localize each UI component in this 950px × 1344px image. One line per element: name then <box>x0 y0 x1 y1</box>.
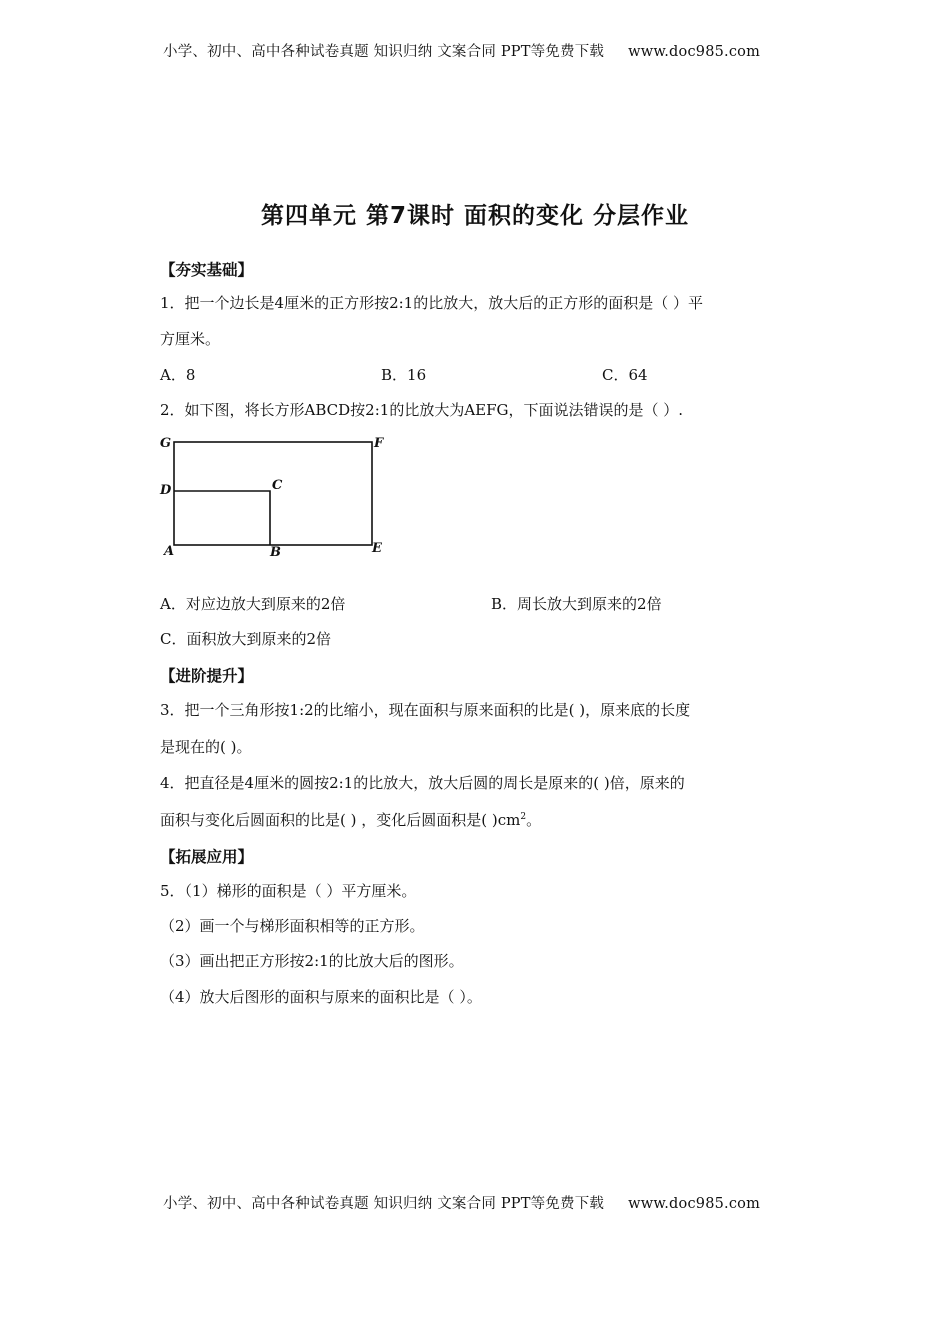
q3-text-line1: 3．把一个三角形按1:2的比缩小，现在面积与原来面积的比是( )，原来底的长度 <box>160 701 691 719</box>
q4-superscript: 2 <box>520 812 527 822</box>
label-d: D <box>160 483 172 498</box>
q4-line2-main: 面积与变化后圆面积的比是( ) ，变化后圆面积是( )cm <box>160 811 521 829</box>
page-header <box>163 40 760 61</box>
page-title: 第四单元 第7课时 面积的变化 分层作业 <box>260 203 690 229</box>
header-text: 小学、初中、高中各种试卷真题 知识归纳 文案合同 PPT等免费下载 <box>163 44 605 60</box>
q5-line-4: （4）放大后图形的面积与原来的面积比是（ ）。 <box>160 988 482 1006</box>
q2-text: 2．如下图，将长方形ABCD按2:1的比放大为AEFG，下面说法错误的是（ ）. <box>160 401 684 419</box>
footer-text: 小学、初中、高中各种试卷真题 知识归纳 文案合同 PPT等免费下载 <box>163 1196 605 1212</box>
label-g: G <box>160 436 172 451</box>
label-b: B <box>270 545 281 560</box>
q5-line-2: （2）画一个与梯形面积相等的正方形。 <box>160 917 425 935</box>
q4-text-line2 <box>160 809 541 830</box>
footer-site-link[interactable]: www.doc985.com <box>628 1196 761 1212</box>
rectangle-aefg <box>174 442 372 545</box>
section-basic-heading: 【夯实基础】 <box>160 260 254 279</box>
q2-option-a: A．对应边放大到原来的2倍 <box>160 595 346 613</box>
section-extended-heading: 【拓展应用】 <box>160 847 254 866</box>
q4-line2-end: 。 <box>526 811 542 829</box>
q5-line-1: 5．（1）梯形的面积是（ ）平方厘米。 <box>160 882 417 900</box>
q1-text-line1: 1．把一个边长是4厘米的正方形按2:1的比放大，放大后的正方形的面积是（ ）平 <box>160 294 703 312</box>
q4-text-line1: 4．把直径是4厘米的圆按2:1的比放大，放大后圆的周长是原来的( )倍，原来的 <box>160 774 685 792</box>
rectangle-figure <box>158 428 398 563</box>
q2-option-c: C．面积放大到原来的2倍 <box>160 630 332 648</box>
label-f: F <box>374 436 384 451</box>
page-footer <box>163 1192 760 1213</box>
q1-option-b: B．16 <box>381 366 427 384</box>
section-advanced-heading: 【进阶提升】 <box>160 666 254 685</box>
q5-line-3: （3）画出把正方形按2:1的比放大后的图形。 <box>160 952 464 970</box>
label-c: C <box>272 478 283 493</box>
q1-text-line2: 方厘米。 <box>160 330 221 348</box>
header-site-link[interactable]: www.doc985.com <box>628 44 761 60</box>
q3-text-line2: 是现在的( )。 <box>160 738 252 756</box>
q1-option-a: A．8 <box>160 366 196 384</box>
label-a: A <box>164 544 175 559</box>
q2-option-b: B．周长放大到原来的2倍 <box>491 595 662 613</box>
label-e: E <box>372 541 382 556</box>
rectangle-abcd <box>174 491 270 545</box>
q1-option-c: C．64 <box>602 366 648 384</box>
